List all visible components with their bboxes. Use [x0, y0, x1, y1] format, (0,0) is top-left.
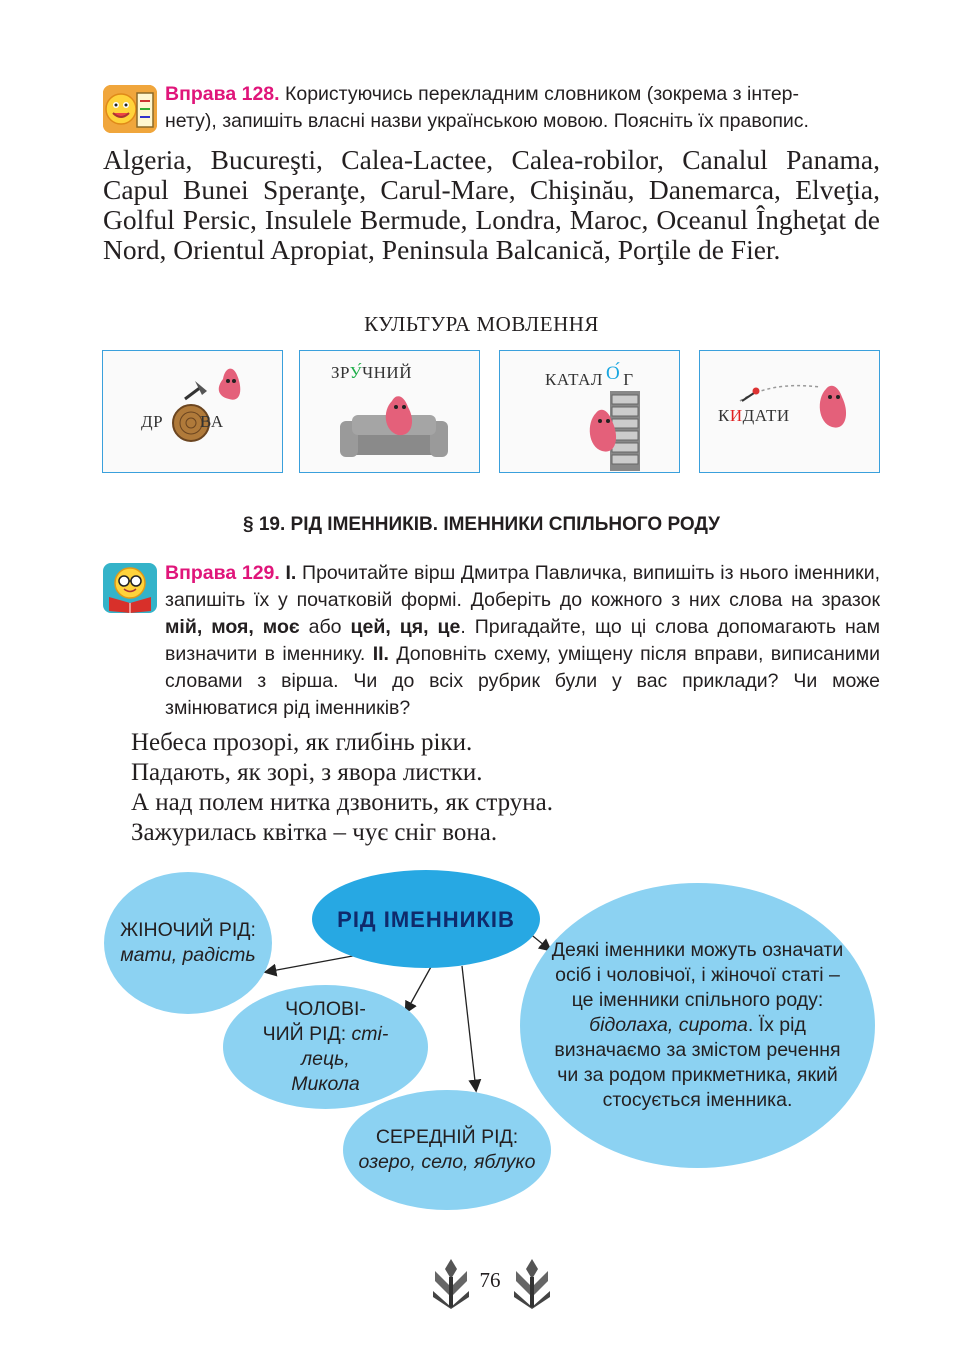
card-drova	[102, 350, 283, 473]
card-katalog	[499, 350, 680, 473]
section-heading: § 19. РІД ІМЕННИКІВ. ІМЕННИКИ СПІЛЬНОГО РОДУ	[242, 514, 720, 535]
romanian-names-paragraph: Algeria, Bucureşti, Calea-Lactee, Calea-robilor, Canalul Panama, Capul Bunei Speranţe, Carul-Mare, Chişinău, Danemarca, Elveţia, Golful Persic, Insulele Bermude, Londra, Maroc, Oceanul Îngheţat de Nord, Orientul Apropiat, Peninsula Balcanică, Porţile de Fier.	[103, 144, 880, 265]
diagram-title: РІД ІМЕННИКІВ	[312, 870, 540, 968]
culture-heading: КУЛЬТУРА МОВЛЕННЯ	[364, 312, 599, 336]
right-ornament-icon	[510, 1257, 554, 1309]
card-zruchnyi	[299, 350, 480, 473]
dictionary-icon	[103, 85, 157, 133]
exercise-129-instruction: Вправа 129. І. Прочитайте вірш Дмитра Павличка, випишіть із нього іменники, запишіть їх у початковій формі. Доберіть до кожного з них слова на зразок мій, моя, моє або цей, ця, це. Пригадайте, що ці слова допомагають нам визначити в іменнику. ІІ. Доповніть схему, уміщену після вправи, виписаними словами з вірша. Чи до всіх рубрик були у вас приклади? Чи може змінюватися рід іменників?	[165, 562, 881, 719]
poem-line: Небеса прозорі, як глибінь ріки.	[131, 729, 473, 756]
exercise-label: Вправа 128.	[165, 83, 280, 105]
page-number: 76	[479, 1268, 501, 1292]
exercise-label: Вправа 129.	[165, 562, 280, 584]
word-katalog: КАТАЛ О́ Г	[545, 363, 634, 389]
poem-line: Падають, як зорі, з явора листки.	[131, 759, 483, 786]
exercise-128-instruction: Вправа 128. Користуючись перекладним словником (зокрема з інтер- нету), запишіть власні назви українською мовою. Поясніть їх правопис.	[165, 83, 809, 132]
word-drova: ДР ВА	[141, 412, 224, 431]
poem-line: Зажурилась квітка – чує сніг вона.	[131, 819, 498, 846]
masculine-bubble: ЧОЛОВІ- ЧИЙ РІД: сті- лець, Микола	[223, 985, 428, 1109]
poem-line: А над полем нитка дзвонить, як струна.	[131, 789, 553, 816]
word-kydaty: КИДАТИ	[718, 406, 790, 425]
feminine-bubble: ЖІНОЧИЙ РІД: мати, радість	[104, 872, 272, 1014]
common-gender-bubble: Деякі іменники можуть означати осіб і чоловічої, і жіночої статі – це іменники спільного роду: бідолаха, сирота. Їх рід визначаємо за змістом речення чи за родом прикметника, який стосується іменника.	[520, 883, 875, 1168]
reading-student-icon	[103, 563, 157, 611]
poem	[131, 728, 553, 848]
left-ornament-icon	[429, 1257, 473, 1309]
neuter-bubble: СЕРЕДНІЙ РІД: озеро, село, яблуко	[343, 1090, 551, 1210]
word-zruchnyi: ЗРУ́ЧНИЙ	[331, 363, 412, 382]
card-kydaty	[699, 350, 880, 473]
